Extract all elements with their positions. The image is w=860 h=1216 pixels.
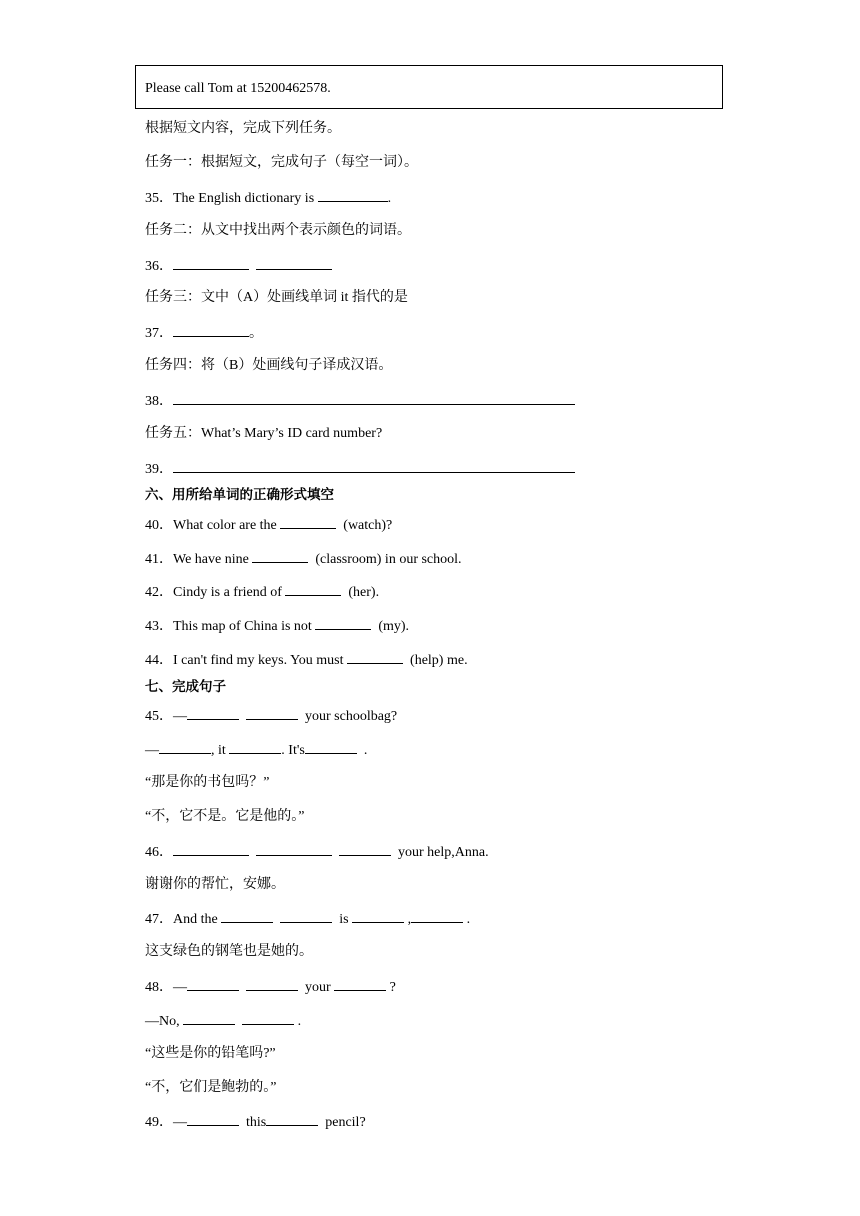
answer-blank[interactable] — [411, 909, 463, 923]
answer-blank[interactable] — [173, 323, 249, 337]
question-45-translation-2: “不，它不是。它是他的。” — [145, 809, 305, 824]
answer-blank[interactable] — [334, 977, 386, 991]
answer-blank[interactable] — [159, 740, 211, 754]
section-seven-heading: 七、完成句子 — [145, 679, 226, 695]
answer-blank[interactable] — [305, 740, 357, 754]
answer-blank[interactable] — [173, 842, 249, 856]
answer-blank[interactable] — [187, 977, 239, 991]
section-six-heading: 六、用所给单词的正确形式填空 — [145, 487, 334, 503]
question-47-translation: 这支绿色的钢笔也是她的。 — [145, 944, 313, 959]
answer-blank[interactable] — [256, 256, 332, 270]
answer-blank[interactable] — [246, 706, 298, 720]
question-45-translation-1: “那是你的书包吗？” — [145, 775, 270, 790]
question-48-translation-1: “这些是你的铅笔吗?” — [145, 1046, 276, 1061]
question-48-translation-2: “不，它们是鲍勃的。” — [145, 1080, 277, 1095]
question-46: 46． your help,Anna. — [145, 842, 489, 862]
answer-blank[interactable] — [242, 1011, 294, 1025]
question-37: 37． 。 — [145, 323, 263, 343]
answer-blank[interactable] — [187, 1112, 239, 1126]
question-40: 40．What color are the (watch)? — [145, 515, 392, 535]
question-43: 43．This map of China is not (my). — [145, 616, 409, 636]
question-45-reply: — , it . It's . — [145, 740, 367, 760]
info-box — [135, 65, 723, 109]
question-39: 39． — [145, 459, 575, 479]
answer-blank[interactable] — [221, 909, 273, 923]
answer-blank[interactable] — [173, 391, 575, 405]
answer-blank[interactable] — [246, 977, 298, 991]
answer-blank[interactable] — [187, 706, 239, 720]
answer-blank[interactable] — [173, 459, 575, 473]
question-48: 48．— your ? — [145, 977, 396, 997]
answer-blank[interactable] — [280, 515, 336, 529]
answer-blank[interactable] — [266, 1112, 318, 1126]
answer-blank[interactable] — [347, 650, 403, 664]
question-38: 38． — [145, 391, 575, 411]
task-two: 任务二：从文中找出两个表示颜色的词语。 — [145, 223, 411, 238]
answer-blank[interactable] — [285, 582, 341, 596]
question-46-translation: 谢谢你的帮忙，安娜。 — [145, 877, 285, 892]
question-35: 35．The English dictionary is . — [145, 188, 391, 208]
task-one: 任务一：根据短文，完成句子（每空一词）。 — [145, 155, 418, 170]
answer-blank[interactable] — [352, 909, 404, 923]
question-44: 44．I can't find my keys. You must (help) me. — [145, 650, 468, 670]
instruction-line: 根据短文内容，完成下列任务。 — [145, 121, 341, 136]
task-five: 任务五：What’s Mary’s ID card number? — [145, 426, 383, 441]
question-45: 45．— your schoolbag? — [145, 706, 397, 726]
answer-blank[interactable] — [256, 842, 332, 856]
question-47: 47．And the is , . — [145, 909, 470, 929]
question-42: 42．Cindy is a friend of (her). — [145, 582, 379, 602]
task-three: 任务三：文中（A）处画线单词 it 指代的是 — [145, 290, 408, 305]
answer-blank[interactable] — [229, 740, 281, 754]
answer-blank[interactable] — [173, 256, 249, 270]
answer-blank[interactable] — [315, 616, 371, 630]
task-four: 任务四：将（B）处画线句子译成汉语。 — [145, 358, 393, 373]
answer-blank[interactable] — [280, 909, 332, 923]
answer-blank[interactable] — [318, 188, 388, 202]
answer-blank[interactable] — [183, 1011, 235, 1025]
question-48-reply: —No, . — [145, 1011, 301, 1031]
question-49: 49．— this pencil? — [145, 1112, 366, 1132]
answer-blank[interactable] — [339, 842, 391, 856]
answer-blank[interactable] — [252, 549, 308, 563]
question-36: 36． — [145, 256, 332, 276]
question-41: 41．We have nine (classroom) in our school. — [145, 549, 462, 569]
info-box-text: Please call Tom at 15200462578. — [145, 81, 331, 96]
